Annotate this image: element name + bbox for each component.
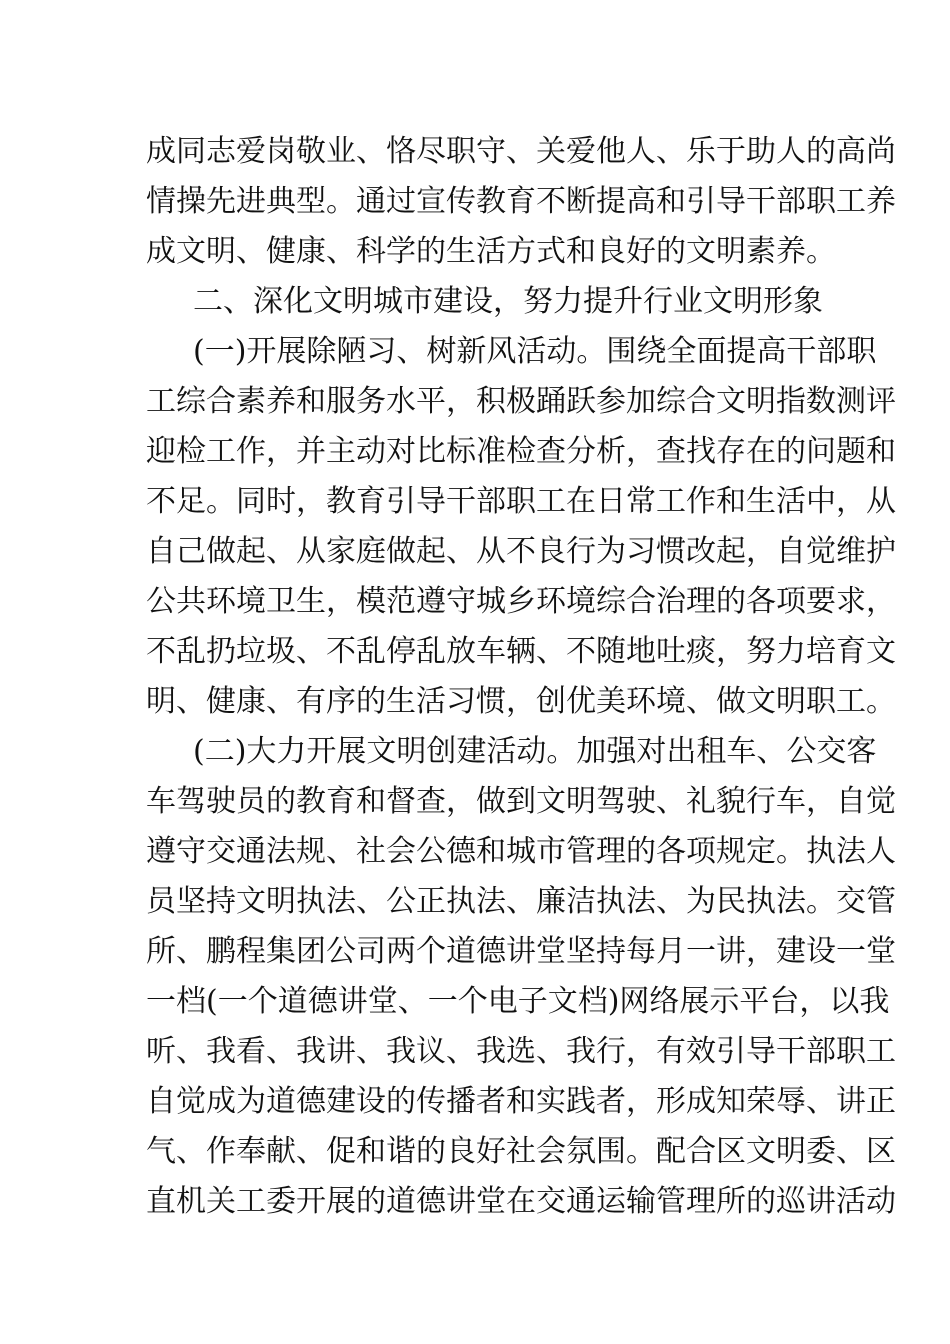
paragraph-line: 遵守交通法规、社会公德和城市管理的各项规定。执法人 bbox=[146, 834, 896, 869]
paragraph-line: 情操先进典型。通过宣传教育不断提高和引导干部职工养 bbox=[146, 184, 896, 219]
paragraph-line: 明、健康、有序的生活习惯，创优美环境、做文明职工。 bbox=[146, 684, 896, 719]
paragraph-line: 员坚持文明执法、公正执法、廉洁执法、为民执法。交管 bbox=[146, 884, 896, 919]
section-heading: 二、深化文明城市建设，努力提升行业文明形象 bbox=[193, 284, 823, 319]
paragraph-line: 不足。同时，教育引导干部职工在日常工作和生活中，从 bbox=[146, 484, 896, 519]
paragraph-line: 成同志爱岗敬业、恪尽职守、关爱他人、乐于助人的高尚 bbox=[146, 134, 896, 169]
paragraph-line: 直机关工委开展的道德讲堂在交通运输管理所的巡讲活动 bbox=[146, 1184, 896, 1219]
paragraph-line: 不乱扔垃圾、不乱停乱放车辆、不随地吐痰，努力培育文 bbox=[146, 634, 896, 669]
paragraph-line: 车驾驶员的教育和督查，做到文明驾驶、礼貌行车，自觉 bbox=[146, 784, 896, 819]
paragraph-line: 迎检工作，并主动对比标准检查分析，查找存在的问题和 bbox=[146, 434, 896, 469]
paragraph-first-line: (一)开展除陋习、树新风活动。围绕全面提高干部职 bbox=[193, 334, 877, 369]
paragraph-line: 自己做起、从家庭做起、从不良行为习惯改起，自觉维护 bbox=[146, 534, 896, 569]
paragraph-line: 所、鹏程集团公司两个道德讲堂坚持每月一讲，建设一堂 bbox=[146, 934, 896, 969]
document-body bbox=[146, 127, 896, 1227]
paragraph-line: 一档(一个道德讲堂、一个电子文档)网络展示平台，以我 bbox=[146, 984, 890, 1019]
paragraph-line: 公共环境卫生，模范遵守城乡环境综合治理的各项要求， bbox=[146, 584, 896, 619]
paragraph-line: 听、我看、我讲、我议、我选、我行，有效引导干部职工 bbox=[146, 1034, 896, 1069]
paragraph-line: 气、作奉献、促和谐的良好社会氛围。配合区文明委、区 bbox=[146, 1134, 896, 1169]
paragraph-line: 成文明、健康、科学的生活方式和良好的文明素养。 bbox=[146, 234, 836, 269]
paragraph-line: 自觉成为道德建设的传播者和实践者，形成知荣辱、讲正 bbox=[146, 1084, 896, 1119]
paragraph-first-line: (二)大力开展文明创建活动。加强对出租车、公交客 bbox=[193, 734, 877, 769]
paragraph-line: 工综合素养和服务水平，积极踊跃参加综合文明指数测评 bbox=[146, 384, 896, 419]
